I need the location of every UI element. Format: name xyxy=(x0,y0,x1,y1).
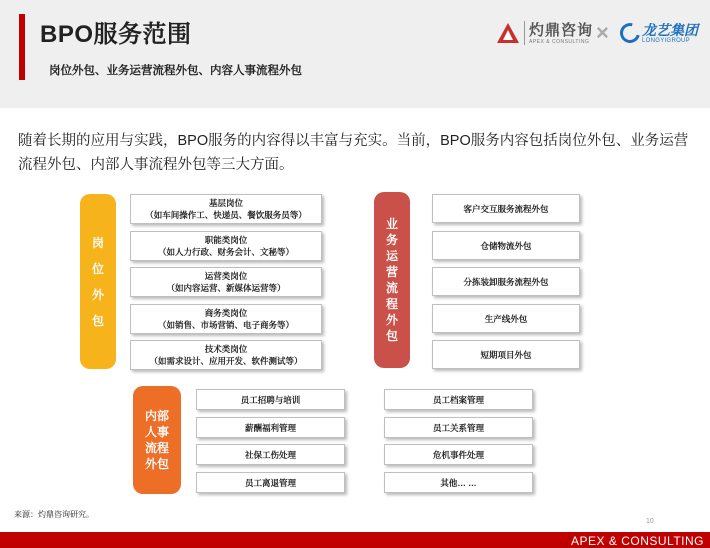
position-desc: （如车间操作工、快递员、餐饮服务员等） xyxy=(145,210,307,220)
business-item: 客户交互服务流程外包 xyxy=(432,194,580,223)
hr-item: 社保工伤处理 xyxy=(196,444,345,465)
longyi-logo-cn: 龙艺集团 xyxy=(642,22,698,38)
position-title: 职能类岗位 xyxy=(204,235,248,245)
pill-char: 岗 xyxy=(91,235,104,250)
pill-char: 程 xyxy=(385,297,398,311)
business-item: 分拣装卸服务流程外包 xyxy=(432,267,580,296)
pill-char: 务 xyxy=(385,233,398,247)
position-title: 商务类岗位 xyxy=(204,308,248,318)
intro-paragraph: 随着长期的应用与实践，BPO服务的内容得以丰富与充实。当前，BPO服务内容包括岗位外包、业务运营流程外包、内部人事流程外包等三大方面。 xyxy=(18,133,689,173)
pill-char: 包 xyxy=(385,329,398,343)
position-desc: （如需求设计、应用开发、软件测试等） xyxy=(149,356,303,366)
position-title: 基层岗位 xyxy=(208,198,243,208)
pill-char: 外 xyxy=(385,313,398,327)
longyi-swirl-icon xyxy=(616,19,643,46)
position-item xyxy=(130,267,322,297)
hr-item: 员工档案管理 xyxy=(384,389,533,410)
page-subtitle: 岗位外包、业务运营流程外包、内容人事流程外包 xyxy=(49,65,302,77)
pill-char: 外 xyxy=(91,287,104,302)
hr-item: 员工关系管理 xyxy=(384,417,533,438)
position-desc: （如人力行政、财务会计、文秘等） xyxy=(157,247,294,257)
position-title: 运营类岗位 xyxy=(204,271,248,281)
apex-logo-en: APEX & CONSULTING xyxy=(529,38,590,45)
business-item: 生产线外包 xyxy=(432,304,580,333)
hr-category-pill xyxy=(133,386,181,494)
position-item xyxy=(130,194,322,224)
longyi-logo-en: LONGYIGROUP xyxy=(642,38,690,44)
hr-item: 薪酬福利管理 xyxy=(196,417,345,438)
business-category-pill xyxy=(374,192,410,368)
page-number: 10 xyxy=(646,518,654,525)
pill-char: 运 xyxy=(385,249,398,263)
pill-line: 人事 xyxy=(144,425,169,439)
pill-char: 包 xyxy=(91,313,104,328)
title-accent-bar xyxy=(19,14,25,80)
position-item xyxy=(130,304,322,334)
source-note: 来源：灼鼎咨询研究。 xyxy=(14,510,94,519)
position-item xyxy=(130,231,322,261)
position-desc: （如销售、市场营销、电子商务等） xyxy=(157,320,294,330)
pill-line: 流程 xyxy=(144,441,169,455)
position-desc: （如内容运营、新媒体运营等） xyxy=(166,283,286,293)
hr-item: 危机事件处理 xyxy=(384,444,533,465)
pill-char: 营 xyxy=(385,265,398,279)
pill-line: 内部 xyxy=(144,409,169,423)
pill-char: 业 xyxy=(385,217,398,231)
logo-separator xyxy=(524,21,525,45)
hr-item: 员工招聘与培训 xyxy=(196,389,345,410)
pill-char: 流 xyxy=(385,281,398,295)
apex-triangle-icon xyxy=(496,22,520,44)
position-item xyxy=(130,340,322,370)
positions-category-pill xyxy=(80,194,116,369)
footer-brand: APEX & CONSULTING xyxy=(571,534,704,548)
hr-item: 员工离退管理 xyxy=(196,472,345,493)
times-icon: × xyxy=(596,20,609,45)
pill-char: 位 xyxy=(91,261,104,276)
longyi-logo xyxy=(620,19,698,47)
business-item: 短期项目外包 xyxy=(432,340,580,369)
business-item: 仓储物流外包 xyxy=(432,231,580,260)
apex-logo-cn: 灼鼎咨询 xyxy=(529,21,594,39)
hr-item: 其他… … xyxy=(384,472,533,493)
apex-logo xyxy=(496,18,593,48)
page-title: BPO服务范围 xyxy=(40,21,192,48)
pill-line: 外包 xyxy=(144,457,169,471)
position-title: 技术类岗位 xyxy=(204,344,248,354)
